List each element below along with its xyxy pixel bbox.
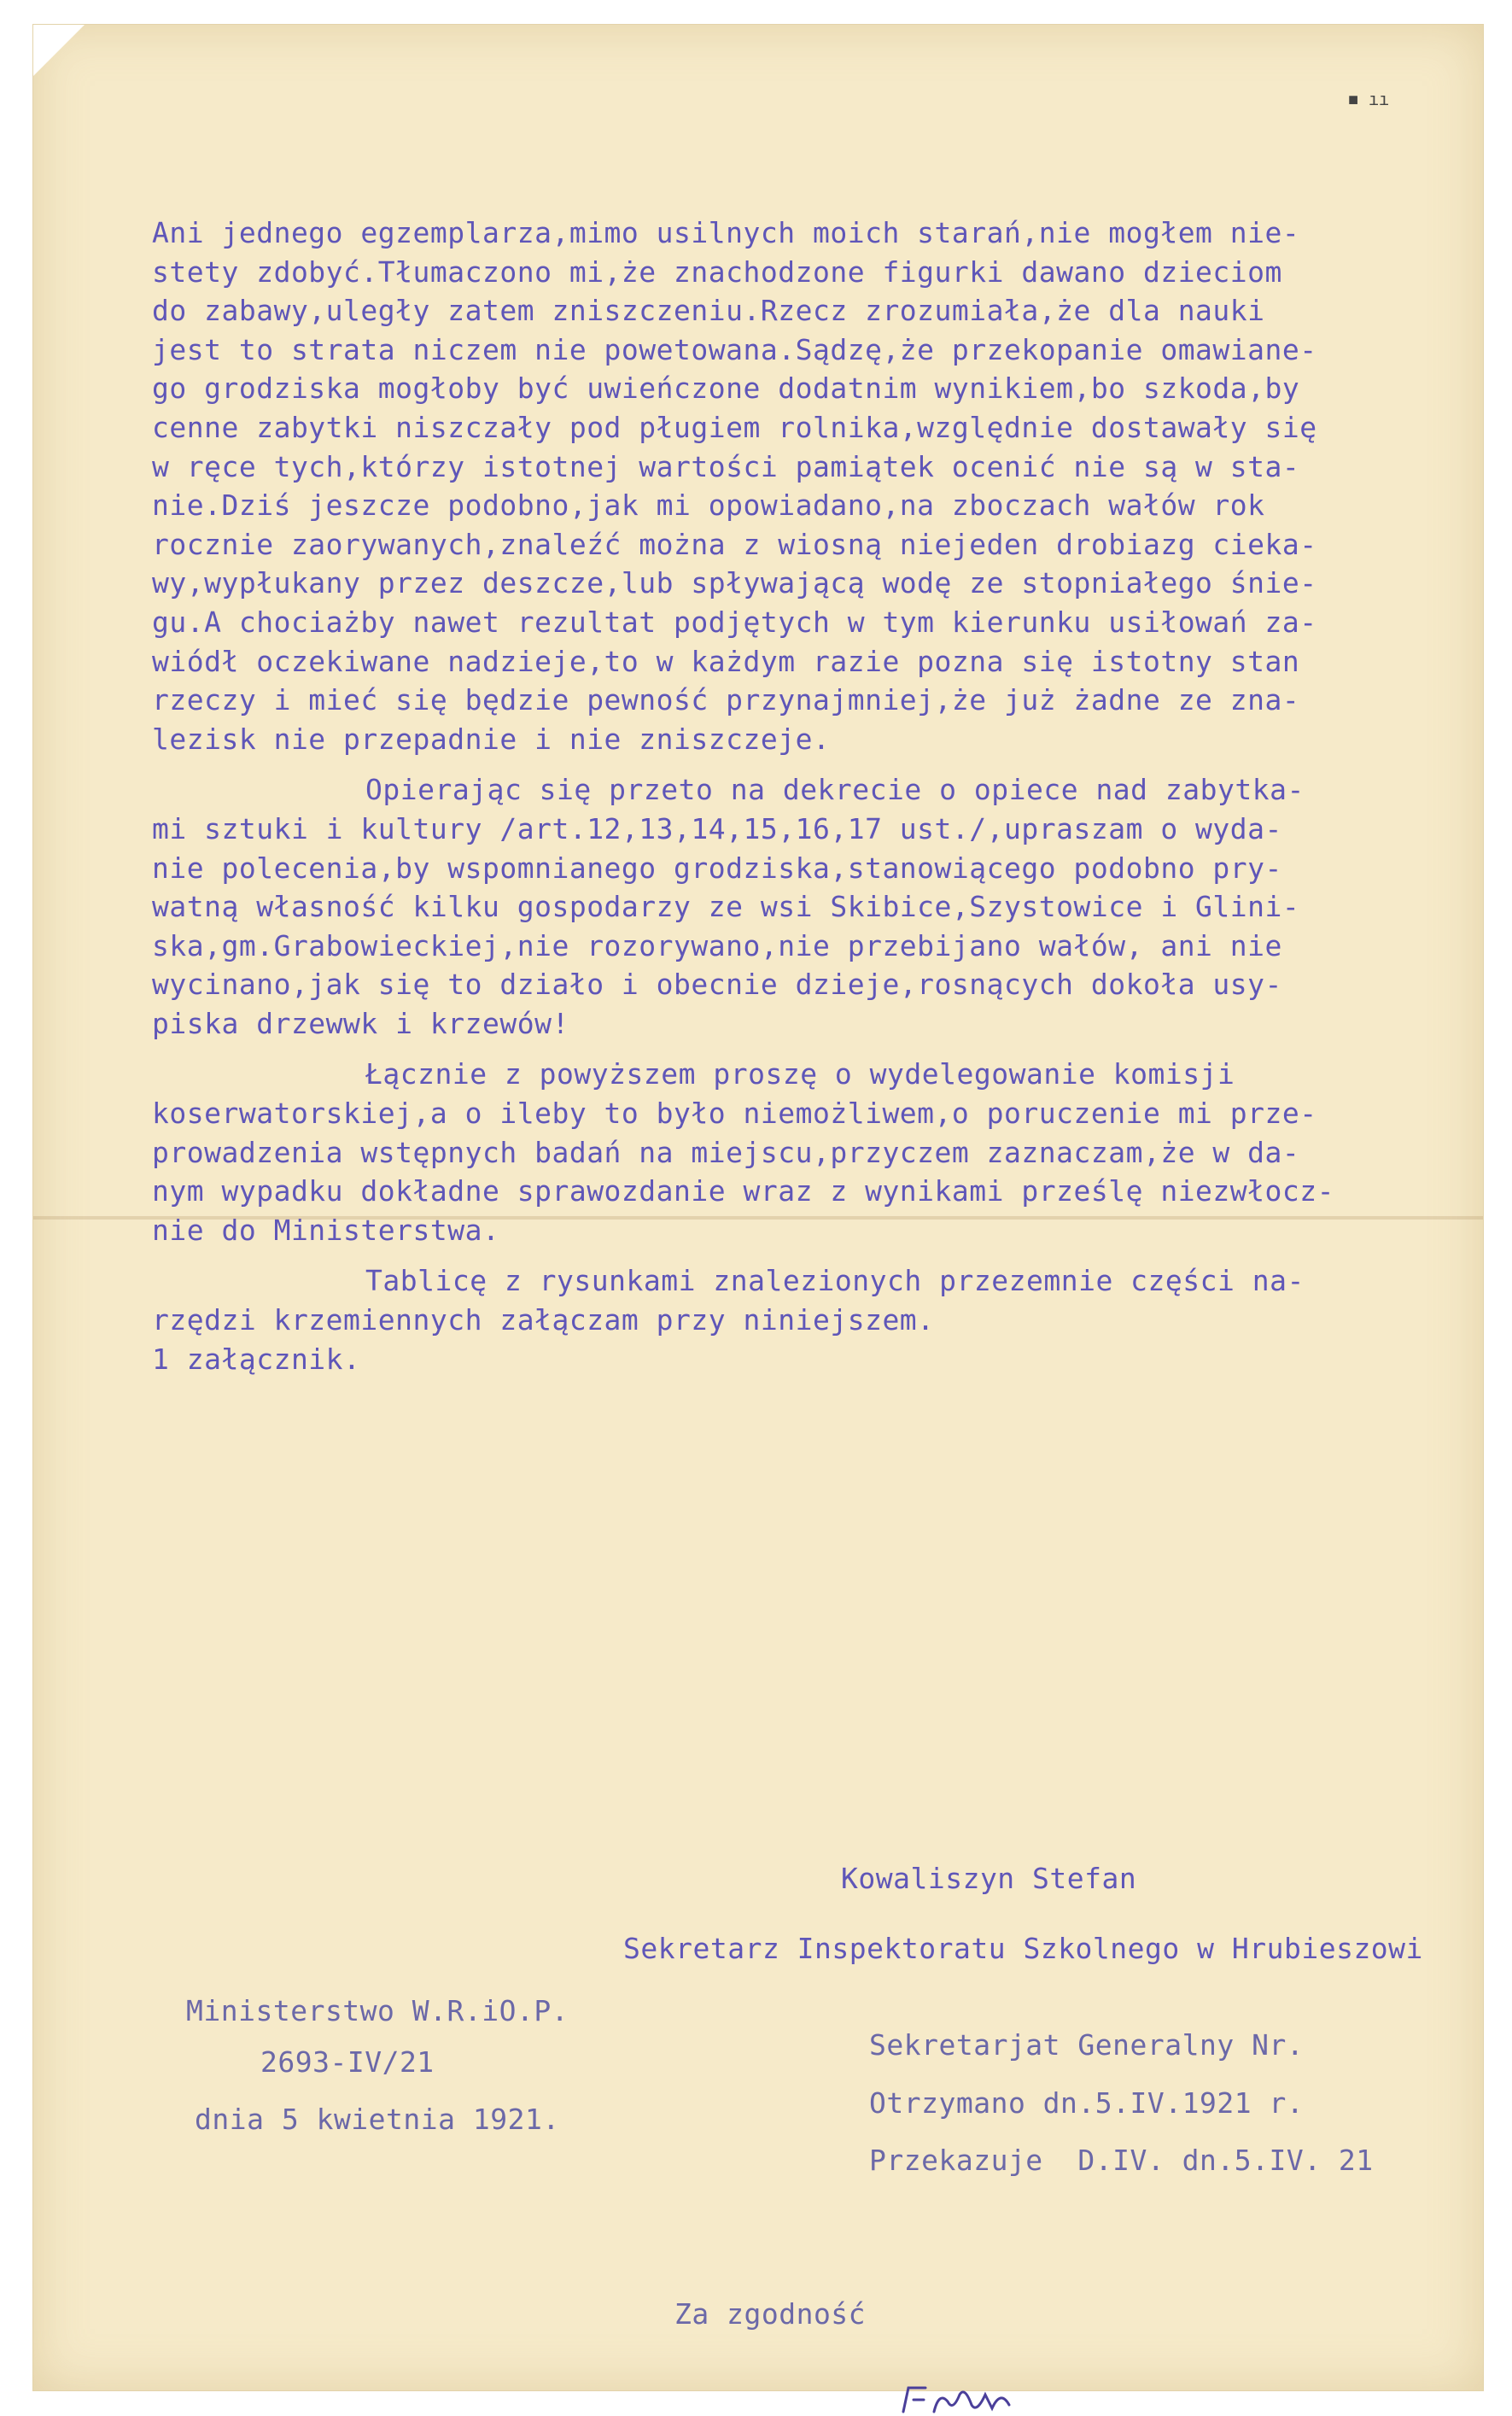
ministry-name: Ministerstwo W.R.iO.P. bbox=[186, 1994, 569, 2027]
letter-body bbox=[152, 214, 1458, 1378]
text-line: wycinano,jak się to działo i obecnie dzieje,rosnących dokoła usy- bbox=[152, 968, 1282, 1002]
text-line: nym wypadku dokładne sprawozdanie wraz z wynikami prześlę niezwłocz- bbox=[152, 1174, 1335, 1208]
secretariat-received: Otrzymano dn.5.IV.1921 r. bbox=[869, 2086, 1305, 2120]
handwritten-signature bbox=[896, 2383, 1050, 2416]
text-line: wiódł oczekiwane nadzieje,to w każdym razie pozna się istotny stan bbox=[152, 644, 1300, 678]
secretariat-forwarded: Przekazuje D.IV. dn.5.IV. 21 bbox=[869, 2144, 1374, 2177]
secretariat-title: Sekretarjat Generalny Nr. bbox=[869, 2028, 1305, 2062]
text-line: Łącznie z powyższem proszę o wydelegowanie komisji bbox=[365, 1057, 1235, 1091]
paragraph-4 bbox=[152, 1261, 1458, 1378]
text-line: cenne zabytki niszczały pod pługiem rolnika,względnie dostawały się bbox=[152, 410, 1317, 444]
attachment-note: 1 załącznik. bbox=[152, 1342, 361, 1376]
text-line: nie polecenia,by wspomnianego grodziska,stanowiącego podobno pry- bbox=[152, 851, 1282, 885]
signatory-title: Sekretarz Inspektoratu Szkolnego w Hrubieszowi bbox=[623, 1932, 1423, 1965]
text-line: wy,wypłukany przez deszcze,lub spływającą wodę ze stopniałego śnie- bbox=[152, 566, 1317, 600]
paragraph-2 bbox=[152, 770, 1458, 1043]
certification-text: Za zgodność bbox=[674, 2297, 867, 2331]
text-line: gu.A chociażby nawet rezultat podjętych w tym kierunku usiłowań za- bbox=[152, 605, 1317, 639]
text-line: rzędzi krzemiennych załączam przy niniejszem. bbox=[152, 1303, 935, 1337]
paragraph-1 bbox=[152, 214, 1458, 758]
ministry-date: dnia 5 kwietnia 1921. bbox=[195, 2103, 560, 2136]
paragraph-3 bbox=[152, 1055, 1458, 1249]
text-line: Opierając się przeto na dekrecie o opiece nad zabytka- bbox=[365, 773, 1305, 807]
text-line: mi sztuki i kultury /art.12,13,14,15,16,17 ust./,upraszam o wyda- bbox=[152, 811, 1282, 845]
text-line: rzeczy i mieć się będzie pewność przynajmniej,że już żadne ze zna- bbox=[152, 683, 1300, 717]
text-line: do zabawy,uległy zatem zniszczeniu.Rzecz zrozumiała,że dla nauki bbox=[152, 294, 1265, 328]
header-mark: ■ ıı bbox=[1347, 91, 1389, 111]
text-line: prowadzenia wstępnych badań na miejscu,przyczem zaznaczam,że w da- bbox=[152, 1135, 1300, 1169]
text-line: lezisk nie przepadnie i nie zniszczeje. bbox=[152, 722, 831, 756]
signatory-name: Kowaliszyn Stefan bbox=[841, 1862, 1137, 1895]
torn-corner bbox=[33, 25, 85, 76]
text-line: piska drzewwk i krzewów! bbox=[152, 1006, 569, 1040]
text-line: koserwatorskiej,a o ileby to było niemożliwem,o poruczenie mi prze- bbox=[152, 1097, 1317, 1131]
text-line: Ani jednego egzemplarza,mimo usilnych moich starań,nie mogłem nie- bbox=[152, 216, 1300, 249]
text-line: ska,gm.Grabowieckiej,nie rozorywano,nie przebijano wałów, ani nie bbox=[152, 928, 1282, 962]
text-line: watną własność kilku gospodarzy ze wsi Skibice,Szystowice i Glini- bbox=[152, 890, 1300, 924]
ministry-reference: 2693-IV/21 bbox=[260, 2045, 435, 2079]
text-line: jest to strata niczem nie powetowana.Sądzę,że przekopanie omawiane- bbox=[152, 332, 1317, 366]
text-line: w ręce tych,którzy istotnej wartości pamiątek ocenić nie są w sta- bbox=[152, 449, 1300, 483]
text-line: nie do Ministerstwa. bbox=[152, 1213, 500, 1247]
text-line: Tablicę z rysunkami znalezionych przezemnie części na- bbox=[365, 1264, 1305, 1298]
text-line: stety zdobyć.Tłumaczono mi,że znachodzone figurki dawano dzieciom bbox=[152, 254, 1282, 289]
text-line: go grodziska mogłoby być uwieńczone dodatnim wynikiem,bo szkoda,by bbox=[152, 371, 1300, 406]
text-line: nie.Dziś jeszcze podobno,jak mi opowiadano,na zboczach wałów rok bbox=[152, 488, 1265, 523]
text-line: rocznie zaorywanych,znaleźć można z wiosną niejeden drobiazg cieka- bbox=[152, 527, 1317, 561]
